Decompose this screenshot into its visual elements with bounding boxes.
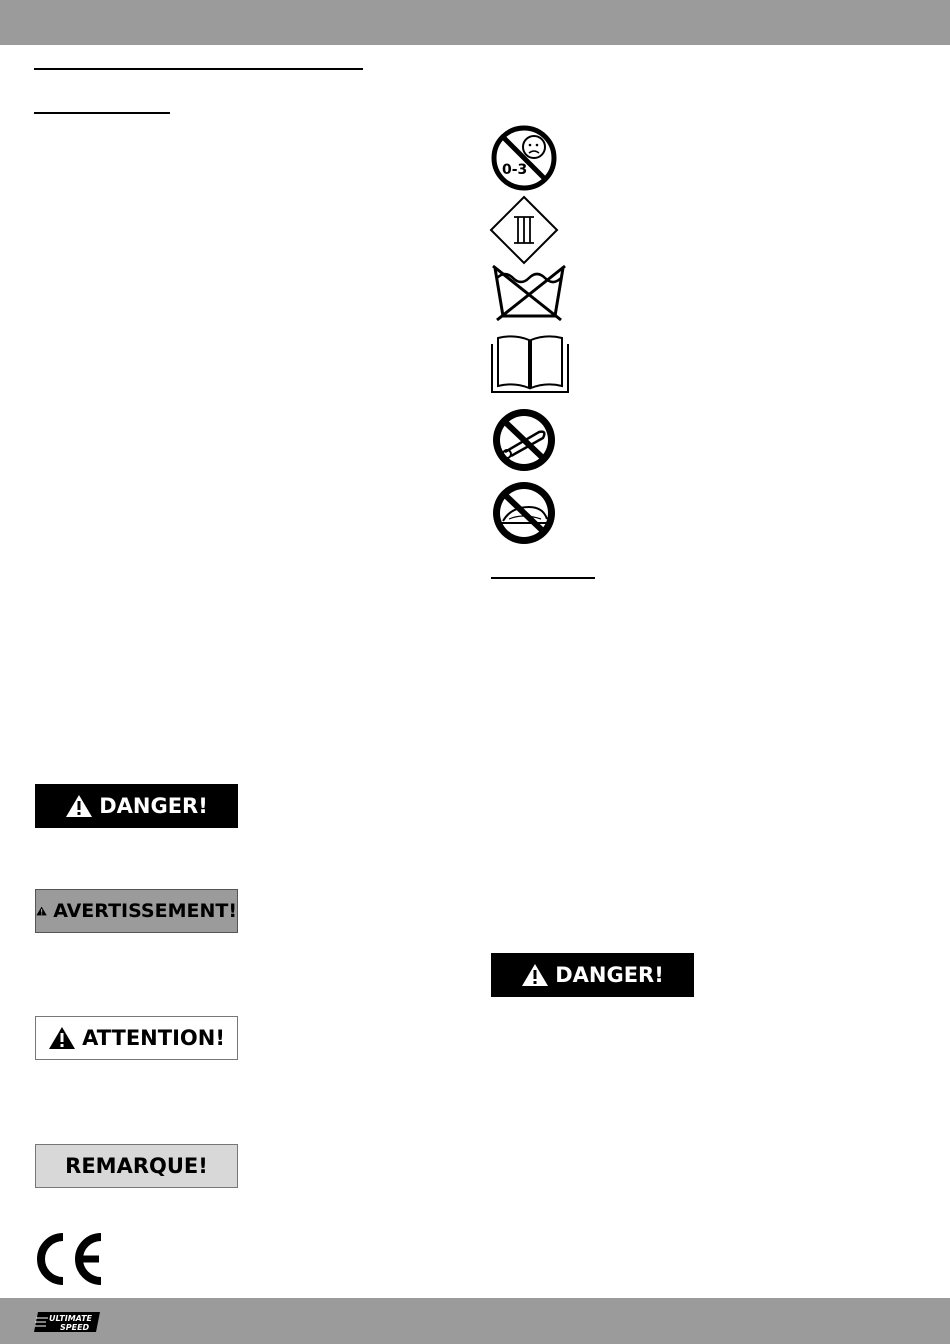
ce-mark-icon [33,1232,107,1286]
warning-badge [35,889,238,933]
svg-text:SPEED: SPEED [60,1323,90,1332]
danger-badge-second [491,953,694,997]
warning-triangle-icon [48,1026,76,1050]
do-not-cover-icon [489,479,559,547]
danger-label-second: DANGER! [555,963,664,987]
caution-badge [35,1016,238,1060]
warning-triangle-icon [521,963,549,987]
danger-label: DANGER! [99,794,208,818]
warning-triangle-icon [36,899,47,923]
section-rule-long [34,68,363,70]
note-label: REMARQUE! [65,1154,208,1178]
section-rule-right [491,577,595,579]
ultimate-speed-logo [32,1310,102,1334]
section-rule-short [34,112,170,114]
danger-badge [35,784,238,828]
warning-label: AVERTISSEMENT! [53,900,237,922]
svg-text:ULTIMATE: ULTIMATE [49,1314,93,1323]
svg-text:0-3: 0-3 [502,162,528,178]
caution-label: ATTENTION! [82,1026,225,1050]
header-bar [0,0,950,45]
do-not-wash-icon [489,264,569,322]
read-instructions-icon [490,334,570,396]
not-for-children-0-3-icon [489,125,559,191]
footer-bar [0,1298,950,1344]
no-safety-pins-icon [489,406,559,474]
protection-class-iii-icon [489,195,559,265]
note-badge [35,1144,238,1188]
warning-triangle-icon [65,794,93,818]
